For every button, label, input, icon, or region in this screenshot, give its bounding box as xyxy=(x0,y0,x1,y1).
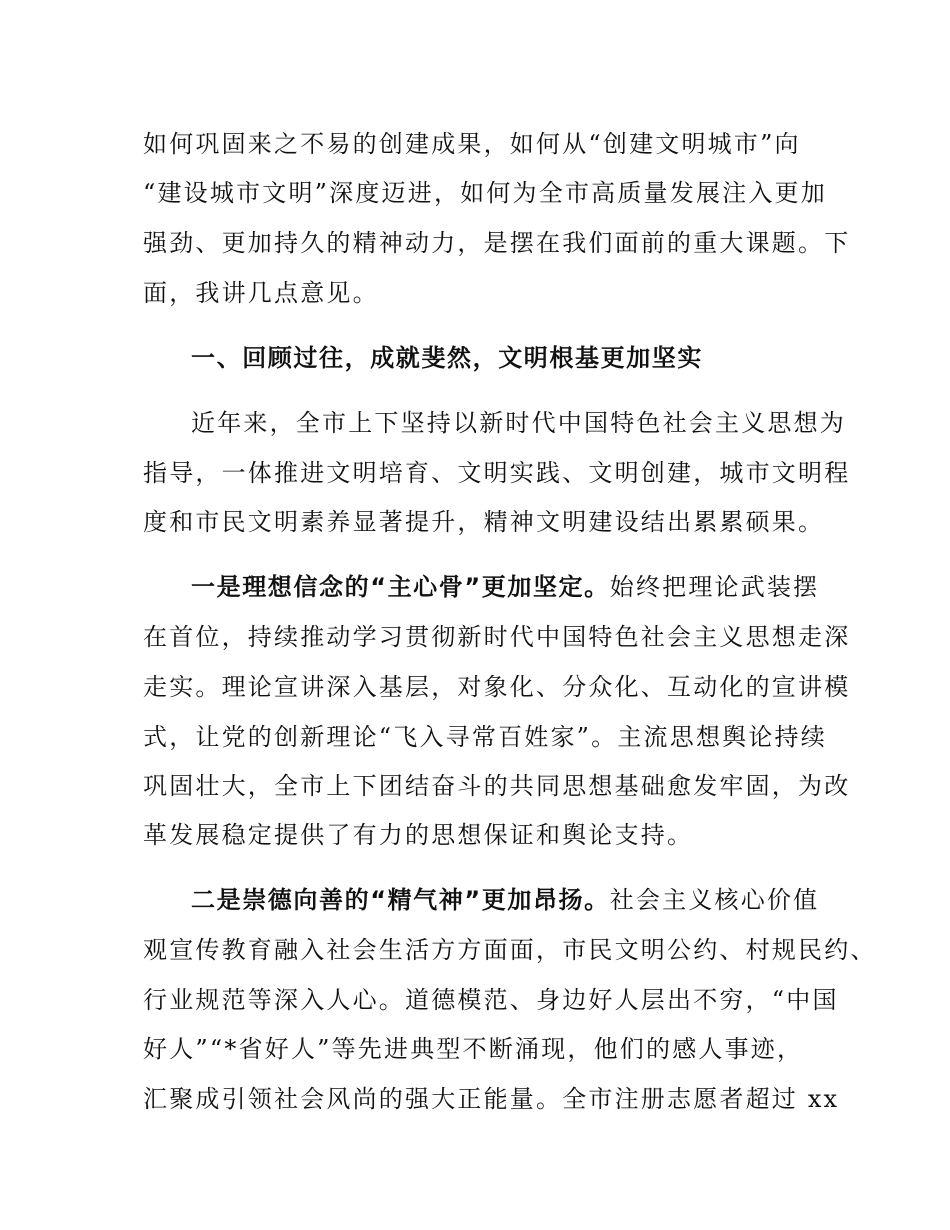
section-para-line-3: 度和市民文明素养显著提升，精神文明建设结出累累硕果。 xyxy=(143,508,825,536)
intro-line-4: 面，我讲几点意见。 xyxy=(143,279,379,307)
point2-first-rest: 社会主义核心价值 xyxy=(609,886,820,914)
intro-line-1: 如何巩固来之不易的创建成果，如何从“创建文明城市”向 xyxy=(143,130,801,158)
point2-line-5: 汇聚成引领社会风尚的强大正能量。全市注册志愿者超过 xx xyxy=(143,1085,840,1113)
point1-line-3: 走实。理论宣讲深入基层，对象化、分众化、互动化的宣讲模 xyxy=(143,673,851,701)
point1-lead: 一是理想信念的“主心骨”更加坚定。 xyxy=(191,573,610,601)
point1-first-rest: 始终把理论武装摆 xyxy=(609,573,820,601)
intro-line-3: 强劲、更加持久的精神动力，是摆在我们面前的重大课题。下 xyxy=(143,229,851,257)
section-para-line-2: 指导，一体推进文明培育、文明实践、文明创建，城市文明程 xyxy=(143,459,851,487)
intro-line-2: “建设城市文明”深度迈进，如何为全市高质量发展注入更加 xyxy=(143,179,827,207)
point2-line-3: 行业规范等深入人心。道德模范、身边好人层出不穷，“中国 xyxy=(143,986,839,1014)
point1-line-6: 革发展稳定提供了有力的思想保证和舆论支持。 xyxy=(143,821,694,849)
point2-first-line xyxy=(191,885,819,915)
point1-line-5: 巩固壮大，全市上下团结奋斗的共同思想基础愈发牢固，为改 xyxy=(143,772,851,800)
point2-lead: 二是崇德向善的“精气神”更加昂扬。 xyxy=(191,886,610,914)
section-heading: 一、回顾过往，成就斐然，文明根基更加坚实 xyxy=(191,344,703,372)
point1-line-4: 式，让党的创新理论“飞入寻常百姓家”。主流思想舆论持续 xyxy=(143,723,827,751)
point2-line-4: 好人”“*省好人”等先进典型不断涌现，他们的感人事迹， xyxy=(143,1035,804,1063)
section-para-line-1: 近年来，全市上下坚持以新时代中国特色社会主义思想为 xyxy=(191,409,846,437)
point1-first-line xyxy=(191,572,819,602)
point2-line-2: 观宣传教育融入社会生活方方面面，市民文明公约、村规民约、 xyxy=(143,936,877,964)
point1-line-2: 在首位，持续推动学习贯彻新时代中国特色社会主义思想走深 xyxy=(143,623,851,651)
